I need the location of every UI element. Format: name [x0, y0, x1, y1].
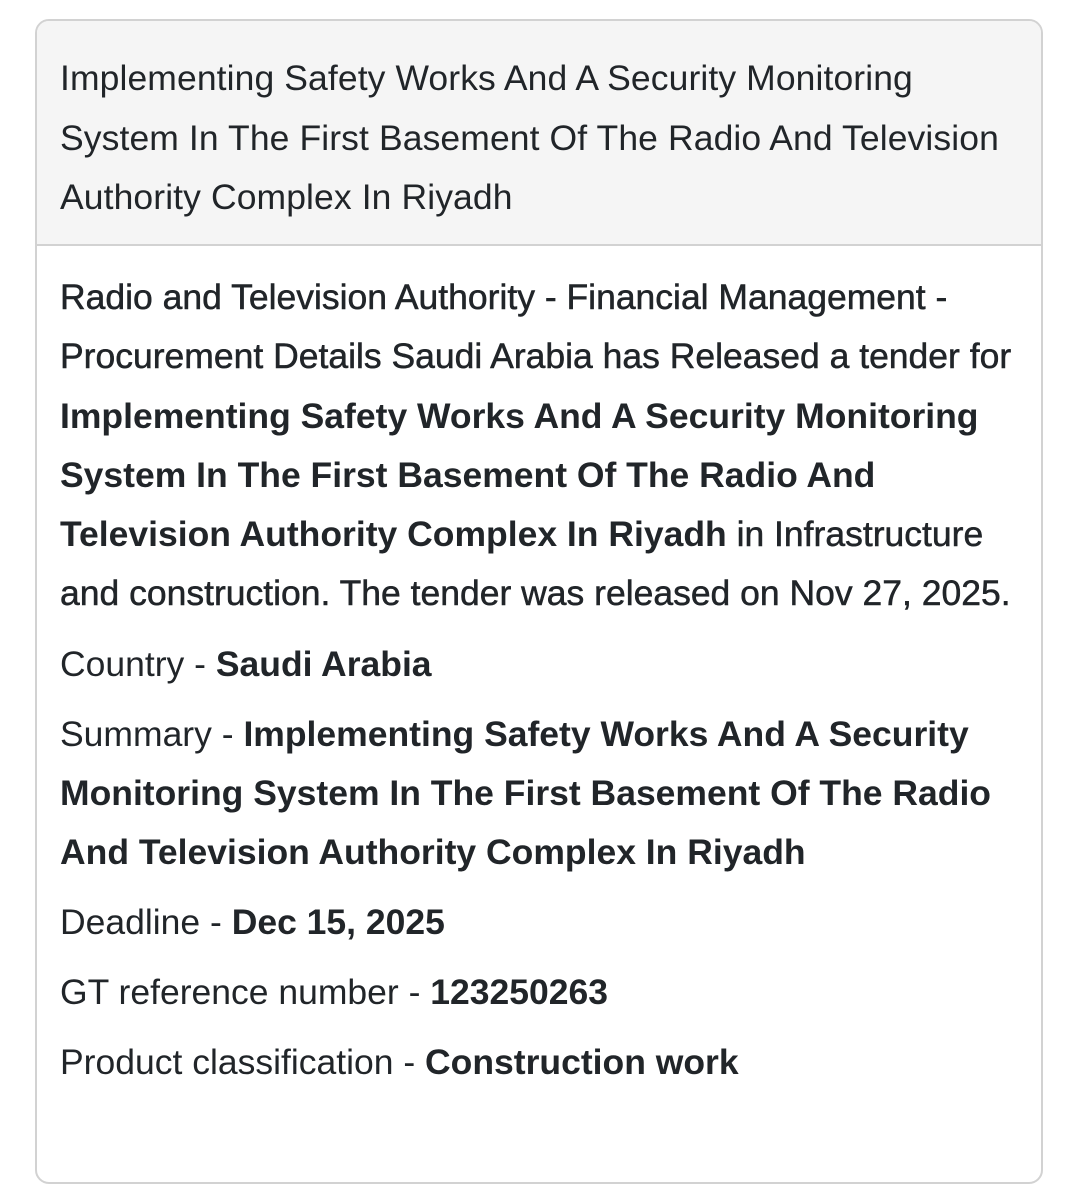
description-tender-title: Implementing Safety Works And A Security Monitoring System In The First Basement Of The Radio And Television Authority Complex In Riyadh: [60, 395, 979, 555]
field-country-label: Country -: [60, 643, 216, 684]
field-deadline-value: Dec 15, 2025: [231, 901, 445, 942]
field-summary-value: Implementing Safety Works And A Security Monitoring System In The First Basement Of The Radio And Television Authority Complex In Riyadh: [60, 713, 991, 872]
field-classification-value: Construction work: [425, 1041, 739, 1082]
field-reference-label: GT reference number -: [60, 971, 431, 1012]
tender-title: Implementing Safety Works And A Security Monitoring System In The First Basement Of The Radio And Television Authority Complex In Riyadh: [60, 58, 999, 217]
field-deadline-label: Deadline -: [60, 901, 232, 942]
field-summary: [60, 705, 1019, 882]
field-reference-number: [60, 963, 1019, 1022]
field-country: [60, 635, 1019, 694]
tender-card-header: [37, 21, 1041, 246]
field-deadline: [60, 893, 1019, 952]
tender-card-body: [37, 246, 1041, 1092]
field-reference-value: 123250263: [430, 971, 608, 1012]
tender-card: [35, 19, 1043, 1184]
field-country-value: Saudi Arabia: [215, 643, 432, 684]
description-suffix: in Infrastructure and construction. The tender was released on Nov 27, 2025.: [60, 514, 1011, 614]
description-prefix: Radio and Television Authority - Financial Management - Procurement Details Saudi Arabia has Released a tender for: [60, 277, 1012, 377]
field-classification-label: Product classification -: [60, 1041, 426, 1082]
field-summary-label: Summary -: [60, 713, 244, 754]
field-product-classification: [60, 1033, 1019, 1092]
tender-description: [60, 268, 1019, 624]
